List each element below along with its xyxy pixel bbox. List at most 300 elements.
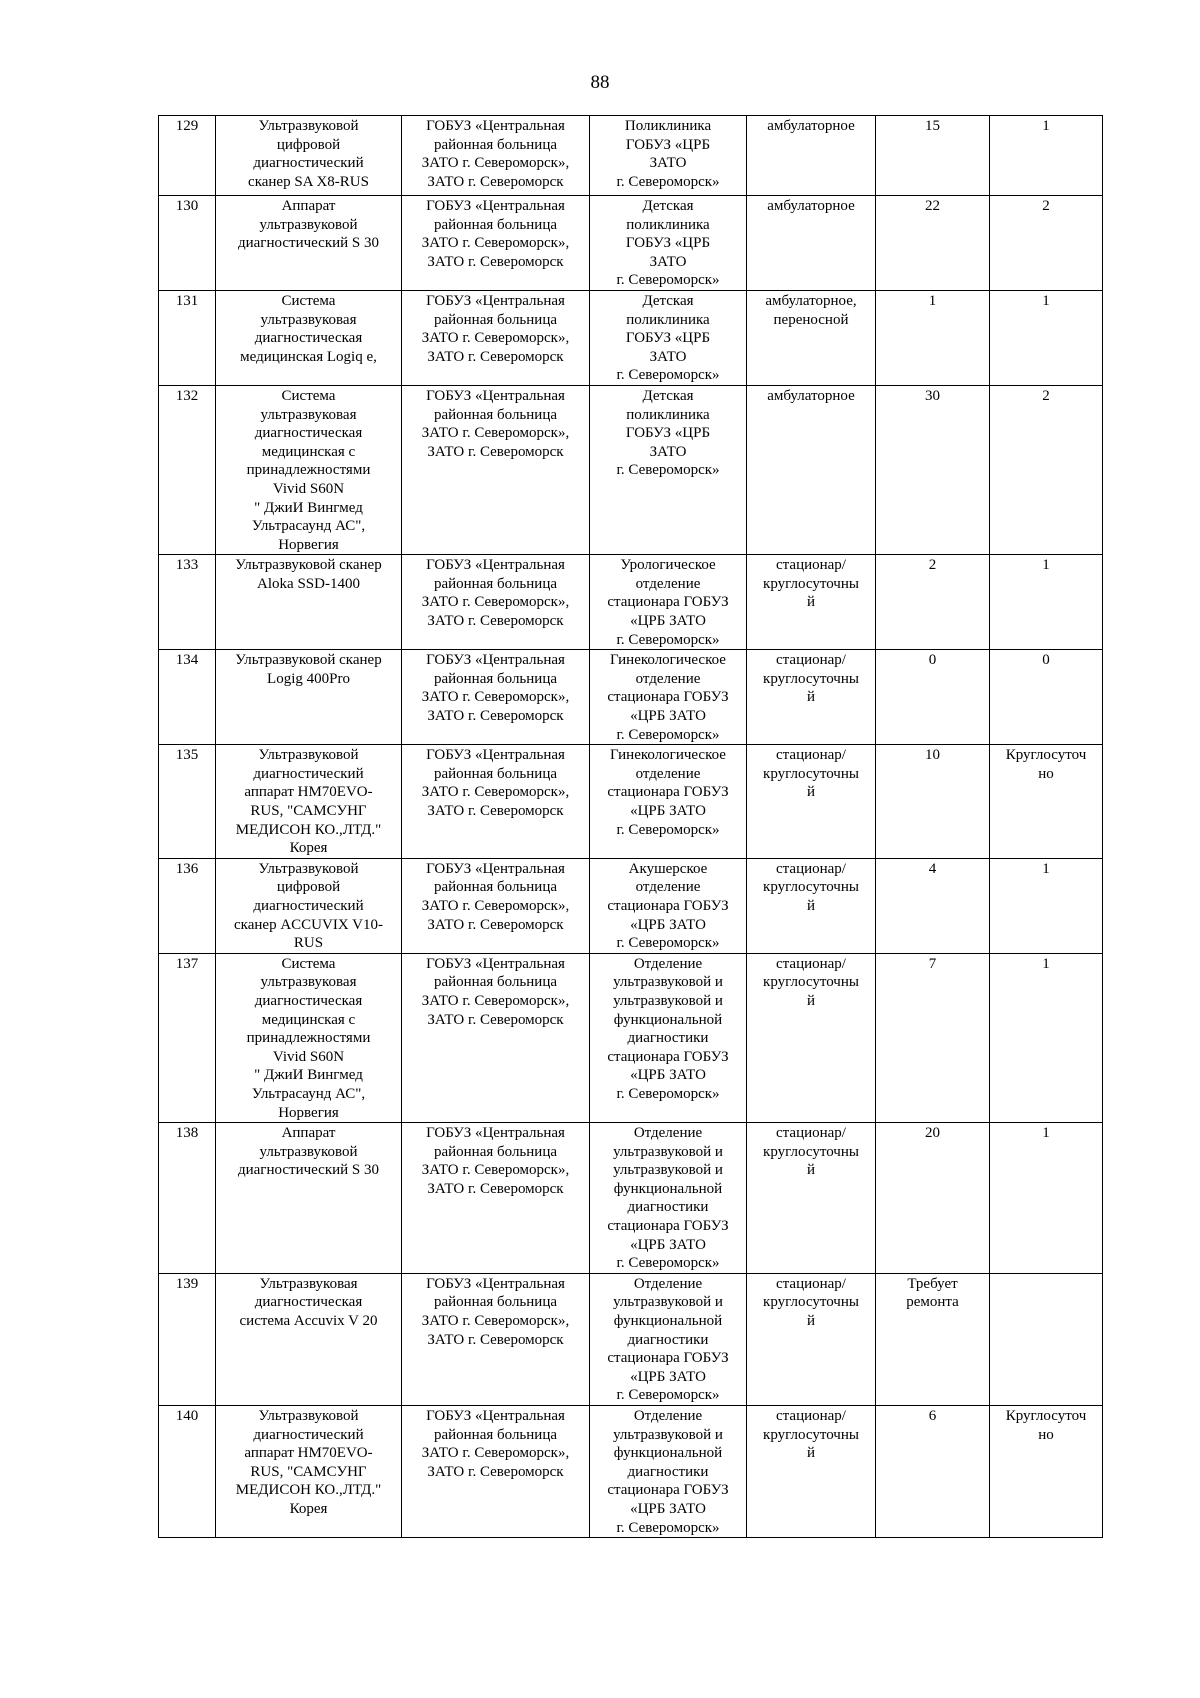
equipment-name-line: Vivid S60N — [272, 480, 345, 497]
load-line: 20 — [925, 1125, 940, 1142]
operating-mode-line: й — [806, 784, 816, 801]
row-number-cell — [159, 116, 216, 196]
organization-line: ЗАТО г. Североморск», — [421, 235, 570, 252]
shifts-line: 1 — [1042, 955, 1050, 972]
equipment-name-cell — [216, 1273, 402, 1405]
department-line: Гинекологическое — [610, 747, 726, 764]
operating-mode-line: стационар/ — [776, 1275, 846, 1292]
load-cell — [876, 953, 990, 1122]
department-line: ультразвуковой и — [613, 974, 723, 991]
organization-line: ЗАТО г. Североморск», — [421, 992, 570, 1009]
equipment-name-cell — [216, 1406, 402, 1538]
department-line: ГОБУЗ «ЦРБ — [625, 136, 711, 153]
department-line: поликлиника — [626, 406, 710, 423]
operating-mode-line: круглосуточны — [763, 1143, 859, 1160]
organization-line: ЗАТО г. Североморск — [427, 1463, 564, 1480]
organization-line: районная больница — [433, 1426, 558, 1443]
load-cell — [876, 1406, 990, 1538]
department-line: Гинекологическое — [610, 652, 726, 669]
department-line: Детская — [642, 198, 694, 214]
load-line: 22 — [925, 198, 940, 214]
department-line: стационара ГОБУЗ — [607, 1048, 729, 1065]
shifts-cell — [990, 953, 1103, 1122]
department-line: отделение — [635, 670, 701, 687]
organization-line: районная больница — [433, 311, 558, 328]
equipment-name-line: диагностический — [253, 1426, 364, 1443]
organization-line: ЗАТО г. Североморск», — [421, 594, 570, 611]
load-line: ремонта — [906, 1294, 959, 1311]
equipment-name-line: Система — [281, 955, 336, 972]
organization-line: ГОБУЗ «Центральная — [426, 118, 565, 134]
equipment-name-line: система Accuvix V 20 — [239, 1313, 378, 1330]
equipment-name-line: ультразвуковой — [259, 216, 358, 233]
operating-mode-line: й — [806, 1445, 816, 1462]
equipment-name-line: диагностический — [253, 897, 364, 914]
operating-mode-line: круглосуточны — [763, 974, 859, 991]
department-line: стационара ГОБУЗ — [607, 1218, 729, 1235]
table-row — [159, 1123, 1103, 1274]
equipment-name-line: Корея — [289, 1500, 328, 1517]
department-cell — [590, 650, 747, 745]
department-cell — [590, 385, 747, 554]
department-line: ЗАТО — [649, 443, 687, 460]
equipment-name-line: Aloka SSD-1400 — [257, 575, 360, 592]
equipment-name-cell — [216, 1123, 402, 1274]
equipment-name-line: Ультрасаунд АС", — [251, 518, 366, 535]
organization-cell — [402, 650, 590, 745]
organization-line: ГОБУЗ «Центральная — [426, 557, 565, 574]
department-cell — [590, 196, 747, 291]
operating-mode-line: й — [806, 992, 816, 1009]
equipment-name-cell — [216, 385, 402, 554]
load-cell — [876, 1123, 990, 1274]
equipment-name-line: Система — [281, 292, 336, 309]
load-cell — [876, 650, 990, 745]
row-number-text: 137 — [175, 955, 199, 972]
organization-line: ГОБУЗ «Центральная — [426, 198, 565, 214]
shifts-line: 1 — [1042, 1125, 1050, 1142]
department-line: Детская — [642, 387, 694, 404]
equipment-name-line: Ультразвуковой — [258, 860, 359, 877]
load-line: 4 — [928, 860, 937, 877]
department-line: ультразвуковой и — [613, 1426, 723, 1443]
equipment-name-line: диагностическая — [254, 330, 363, 347]
organization-line: районная больница — [433, 216, 558, 233]
organization-cell — [402, 290, 590, 385]
organization-line: районная больница — [433, 879, 558, 896]
department-cell — [590, 953, 747, 1122]
load-line: 6 — [928, 1408, 937, 1424]
equipment-name-line: Аппарат — [281, 1125, 336, 1142]
operating-mode-line: стационар/ — [776, 1408, 846, 1424]
operating-mode-line: й — [806, 594, 816, 611]
department-line: диагностики — [627, 1199, 709, 1216]
equipment-name-line: RUS, "САМСУНГ — [250, 803, 367, 819]
load-cell — [876, 196, 990, 291]
operating-mode-cell — [747, 953, 876, 1122]
department-line: Отделение — [633, 1125, 703, 1142]
department-line: ГОБУЗ «ЦРБ — [625, 330, 711, 347]
department-cell — [590, 290, 747, 385]
equipment-name-line: ультразвуковая — [260, 311, 357, 328]
organization-line: ГОБУЗ «Центральная — [426, 1125, 565, 1142]
shifts-line: 1 — [1042, 118, 1050, 134]
equipment-table-body — [159, 116, 1103, 1538]
equipment-name-line: медицинская с — [261, 1011, 356, 1028]
table-row — [159, 385, 1103, 554]
table-row — [159, 858, 1103, 953]
shifts-cell — [990, 116, 1103, 196]
equipment-name-line: Аппарат — [281, 198, 336, 214]
load-line: 30 — [925, 387, 940, 404]
equipment-name-line: Ультразвуковая — [259, 1275, 358, 1292]
department-line: г. Североморск» — [616, 821, 720, 838]
organization-line: районная больница — [433, 406, 558, 423]
department-line: ультразвуковой и — [613, 1162, 723, 1179]
equipment-name-line: " ДжиИ Вингмед — [254, 1067, 363, 1084]
organization-cell — [402, 1406, 590, 1538]
organization-line: районная больница — [433, 1143, 558, 1160]
table-row — [159, 1273, 1103, 1405]
operating-mode-line: стационар/ — [776, 955, 846, 972]
equipment-name-line: цифровой — [276, 136, 341, 153]
organization-line: ГОБУЗ «Центральная — [426, 292, 565, 309]
row-number-cell — [159, 290, 216, 385]
organization-cell — [402, 555, 590, 650]
organization-line: районная больница — [433, 765, 558, 782]
equipment-name-line: " ДжиИ Вингмед — [254, 499, 363, 516]
operating-mode-cell — [747, 745, 876, 859]
operating-mode-cell — [747, 116, 876, 196]
equipment-name-line: диагностический — [253, 765, 364, 782]
equipment-name-line: ультразвуковой — [259, 1143, 358, 1160]
organization-line: ГОБУЗ «Центральная — [426, 1275, 565, 1292]
equipment-name-line: RUS — [293, 935, 324, 952]
operating-mode-line: й — [806, 689, 816, 706]
operating-mode-line: круглосуточны — [763, 765, 859, 782]
department-line: стационара ГОБУЗ — [607, 1482, 729, 1499]
row-number-text: 133 — [175, 557, 199, 574]
operating-mode-line: круглосуточны — [763, 1426, 859, 1443]
organization-line: районная больница — [433, 136, 558, 153]
organization-line: ГОБУЗ «Центральная — [426, 387, 565, 404]
operating-mode-line: амбулаторное — [767, 198, 855, 214]
row-number-text: 131 — [175, 292, 199, 309]
department-line: Отделение — [633, 1408, 703, 1424]
organization-line: ЗАТО г. Североморск — [427, 613, 564, 630]
row-number-cell — [159, 858, 216, 953]
shifts-cell — [990, 858, 1103, 953]
equipment-name-cell — [216, 745, 402, 859]
shifts-cell — [990, 1123, 1103, 1274]
operating-mode-line: стационар/ — [776, 557, 846, 574]
organization-line: ГОБУЗ «Центральная — [426, 652, 565, 669]
organization-line: ЗАТО г. Североморск — [427, 443, 564, 460]
organization-line: ЗАТО г. Североморск», — [421, 155, 570, 172]
operating-mode-cell — [747, 650, 876, 745]
load-cell — [876, 858, 990, 953]
load-cell — [876, 555, 990, 650]
department-line: г. Североморск» — [616, 1255, 720, 1272]
equipment-name-line: Ультразвуковой — [258, 118, 359, 134]
department-line: функциональной — [613, 1313, 723, 1330]
operating-mode-line: круглосуточны — [763, 1294, 859, 1311]
equipment-name-cell — [216, 858, 402, 953]
department-line: г. Североморск» — [616, 1387, 720, 1404]
operating-mode-line: амбулаторное — [767, 387, 855, 404]
department-line: «ЦРБ ЗАТО — [630, 1236, 706, 1253]
operating-mode-line: стационар/ — [776, 747, 846, 764]
department-line: стационара ГОБУЗ — [607, 897, 729, 914]
load-cell — [876, 385, 990, 554]
organization-line: ЗАТО г. Североморск — [427, 916, 564, 933]
organization-line: ЗАТО г. Североморск», — [421, 897, 570, 914]
department-line: г. Североморск» — [616, 935, 720, 952]
row-number-text: 138 — [175, 1125, 199, 1142]
row-number-cell — [159, 1273, 216, 1405]
load-cell — [876, 745, 990, 859]
row-number-cell — [159, 1123, 216, 1274]
equipment-name-line: диагностический — [253, 155, 364, 172]
equipment-name-cell — [216, 290, 402, 385]
load-cell — [876, 1273, 990, 1405]
operating-mode-cell — [747, 555, 876, 650]
operating-mode-cell — [747, 858, 876, 953]
department-line: ультразвуковой и — [613, 1294, 723, 1311]
row-number-text: 136 — [175, 860, 199, 877]
load-line: 2 — [928, 557, 937, 574]
department-line: г. Североморск» — [616, 272, 720, 289]
shifts-cell — [990, 1273, 1103, 1405]
operating-mode-line: й — [806, 897, 816, 914]
operating-mode-line: амбулаторное — [767, 118, 855, 134]
shifts-cell — [990, 1406, 1103, 1538]
equipment-name-line: диагностическая — [254, 992, 363, 1009]
organization-line: ЗАТО г. Североморск — [427, 1331, 564, 1348]
equipment-name-line: принадлежностями — [246, 462, 371, 479]
row-number-text: 140 — [175, 1408, 199, 1424]
organization-cell — [402, 1273, 590, 1405]
equipment-name-cell — [216, 650, 402, 745]
operating-mode-line: стационар/ — [776, 860, 846, 877]
row-number-cell — [159, 555, 216, 650]
row-number-cell — [159, 385, 216, 554]
department-line: г. Североморск» — [616, 1085, 720, 1102]
organization-line: ЗАТО г. Североморск — [427, 803, 564, 819]
department-line: отделение — [635, 765, 701, 782]
load-line: 1 — [928, 292, 937, 309]
department-line: диагностики — [627, 1030, 709, 1047]
department-line: ГОБУЗ «ЦРБ — [625, 425, 711, 442]
row-number-text: 130 — [175, 198, 199, 214]
row-number-cell — [159, 1406, 216, 1538]
shifts-line: Круглосуточ — [1005, 747, 1087, 764]
department-line: «ЦРБ ЗАТО — [630, 613, 706, 630]
department-line: ультразвуковой и — [613, 1143, 723, 1160]
shifts-cell — [990, 290, 1103, 385]
department-line: г. Североморск» — [616, 726, 720, 743]
equipment-name-line: диагностический S 30 — [237, 1162, 380, 1179]
load-cell — [876, 116, 990, 196]
equipment-name-line: RUS, "САМСУНГ — [250, 1463, 367, 1480]
row-number-cell — [159, 953, 216, 1122]
page-number: 88 — [590, 72, 610, 93]
operating-mode-cell — [747, 196, 876, 291]
department-line: стационара ГОБУЗ — [607, 689, 729, 706]
equipment-name-line: Ультразвуковой сканер — [235, 652, 382, 669]
equipment-name-line: МЕДИСОН КО.,ЛТД." — [235, 821, 382, 838]
table-row — [159, 953, 1103, 1122]
shifts-cell — [990, 385, 1103, 554]
operating-mode-cell — [747, 385, 876, 554]
operating-mode-line: круглосуточны — [763, 879, 859, 896]
row-number-text: 134 — [175, 652, 199, 669]
shifts-cell — [990, 745, 1103, 859]
organization-cell — [402, 1123, 590, 1274]
department-line: г. Североморск» — [616, 1519, 720, 1536]
organization-line: ЗАТО г. Североморск», — [421, 784, 570, 801]
shifts-cell — [990, 650, 1103, 745]
equipment-name-cell — [216, 555, 402, 650]
equipment-name-line: Logig 400Pro — [267, 670, 350, 687]
operating-mode-line: й — [806, 1313, 816, 1330]
department-line: ЗАТО — [649, 155, 687, 172]
row-number-cell — [159, 196, 216, 291]
organization-line: ЗАТО г. Североморск», — [421, 1162, 570, 1179]
shifts-line: 1 — [1042, 292, 1050, 309]
department-line: поликлиника — [626, 311, 710, 328]
equipment-name-line: ультразвуковая — [260, 406, 357, 423]
department-cell — [590, 555, 747, 650]
equipment-name-line: диагностическая — [254, 1294, 363, 1311]
department-line: Поликлиника — [624, 118, 712, 134]
department-line: «ЦРБ ЗАТО — [630, 916, 706, 933]
department-line: функциональной — [613, 1180, 723, 1197]
equipment-name-line: медицинская Logiq e, — [240, 348, 377, 365]
operating-mode-cell — [747, 290, 876, 385]
equipment-name-line: Ультразвуковой — [258, 747, 359, 764]
department-line: Детская — [642, 292, 694, 309]
row-number-cell — [159, 650, 216, 745]
equipment-name-line: Ультрасаунд АС", — [251, 1085, 366, 1102]
equipment-name-line: Корея — [289, 840, 328, 857]
equipment-name-line: принадлежностями — [246, 1030, 371, 1047]
operating-mode-cell — [747, 1273, 876, 1405]
load-line: 0 — [928, 652, 937, 669]
organization-line: ГОБУЗ «Центральная — [426, 860, 565, 877]
equipment-name-line: Норвегия — [278, 1104, 339, 1121]
organization-line: ЗАТО г. Североморск — [427, 173, 564, 190]
equipment-name-line: Система — [281, 387, 336, 404]
organization-cell — [402, 116, 590, 196]
department-line: функциональной — [613, 1011, 723, 1028]
row-number-text: 129 — [175, 118, 199, 134]
table-row — [159, 650, 1103, 745]
equipment-name-line: аппарат HM70EVO- — [244, 1445, 373, 1462]
department-cell — [590, 745, 747, 859]
operating-mode-line: стационар/ — [776, 652, 846, 669]
shifts-line: 2 — [1042, 198, 1050, 214]
equipment-name-line: сканер SA X8-RUS — [248, 173, 369, 190]
row-number-text: 132 — [175, 387, 199, 404]
organization-line: районная больница — [433, 1294, 558, 1311]
equipment-name-line: ультразвуковая — [260, 974, 357, 991]
table-row — [159, 555, 1103, 650]
operating-mode-line: амбулаторное, — [765, 292, 857, 309]
department-line: отделение — [635, 575, 701, 592]
organization-line: ГОБУЗ «Центральная — [426, 747, 565, 764]
department-line: Отделение — [633, 955, 703, 972]
department-line: стационара ГОБУЗ — [607, 594, 729, 611]
table-row — [159, 196, 1103, 291]
operating-mode-line: круглосуточны — [763, 670, 859, 687]
department-line: г. Североморск» — [616, 173, 720, 190]
equipment-name-line: МЕДИСОН КО.,ЛТД." — [235, 1482, 382, 1499]
organization-line: ЗАТО г. Североморск», — [421, 1313, 570, 1330]
operating-mode-line: стационар/ — [776, 1125, 846, 1142]
table-row — [159, 290, 1103, 385]
shifts-cell — [990, 196, 1103, 291]
row-number-text: 139 — [175, 1275, 199, 1292]
equipment-name-cell — [216, 116, 402, 196]
load-line: Требует — [907, 1275, 958, 1292]
shifts-cell — [990, 555, 1103, 650]
department-line: отделение — [635, 879, 701, 896]
department-line: ультразвуковой и — [613, 992, 723, 1009]
table-row — [159, 745, 1103, 859]
shifts-line: 1 — [1042, 557, 1050, 574]
organization-line: ГОБУЗ «Центральная — [426, 955, 565, 972]
department-line: Акушерское — [628, 860, 708, 877]
operating-mode-line: круглосуточны — [763, 575, 859, 592]
department-line: функциональной — [613, 1445, 723, 1462]
organization-line: ЗАТО г. Североморск», — [421, 1445, 570, 1462]
organization-line: районная больница — [433, 670, 558, 687]
department-line: г. Североморск» — [616, 367, 720, 384]
department-cell — [590, 1123, 747, 1274]
table-row — [159, 116, 1103, 196]
organization-line: ЗАТО г. Североморск — [427, 708, 564, 725]
department-line: стационара ГОБУЗ — [607, 784, 729, 801]
load-line: 10 — [925, 747, 940, 764]
department-line: диагностики — [627, 1463, 709, 1480]
department-line: ГОБУЗ «ЦРБ — [625, 235, 711, 252]
equipment-name-cell — [216, 196, 402, 291]
equipment-name-line: Ультразвуковой сканер — [235, 557, 382, 574]
department-cell — [590, 1406, 747, 1538]
equipment-name-line: цифровой — [276, 879, 341, 896]
shifts-line: 0 — [1042, 652, 1050, 669]
department-line: ЗАТО — [649, 253, 687, 270]
department-line: «ЦРБ ЗАТО — [630, 1500, 706, 1517]
organization-cell — [402, 196, 590, 291]
organization-line: ЗАТО г. Североморск», — [421, 425, 570, 442]
department-line: «ЦРБ ЗАТО — [630, 1368, 706, 1385]
shifts-line: Круглосуточ — [1005, 1408, 1087, 1424]
equipment-name-line: медицинская с — [261, 443, 356, 460]
load-cell — [876, 290, 990, 385]
shifts-line: но — [1038, 765, 1054, 782]
shifts-line: но — [1038, 1426, 1054, 1443]
organization-line: ЗАТО г. Североморск — [427, 253, 564, 270]
equipment-name-line: диагностический S 30 — [237, 235, 380, 252]
shifts-line: 1 — [1042, 860, 1050, 877]
equipment-name-line: Vivid S60N — [272, 1048, 345, 1065]
department-line: г. Североморск» — [616, 631, 720, 648]
row-number-text: 135 — [175, 747, 199, 764]
organization-cell — [402, 953, 590, 1122]
department-cell — [590, 116, 747, 196]
